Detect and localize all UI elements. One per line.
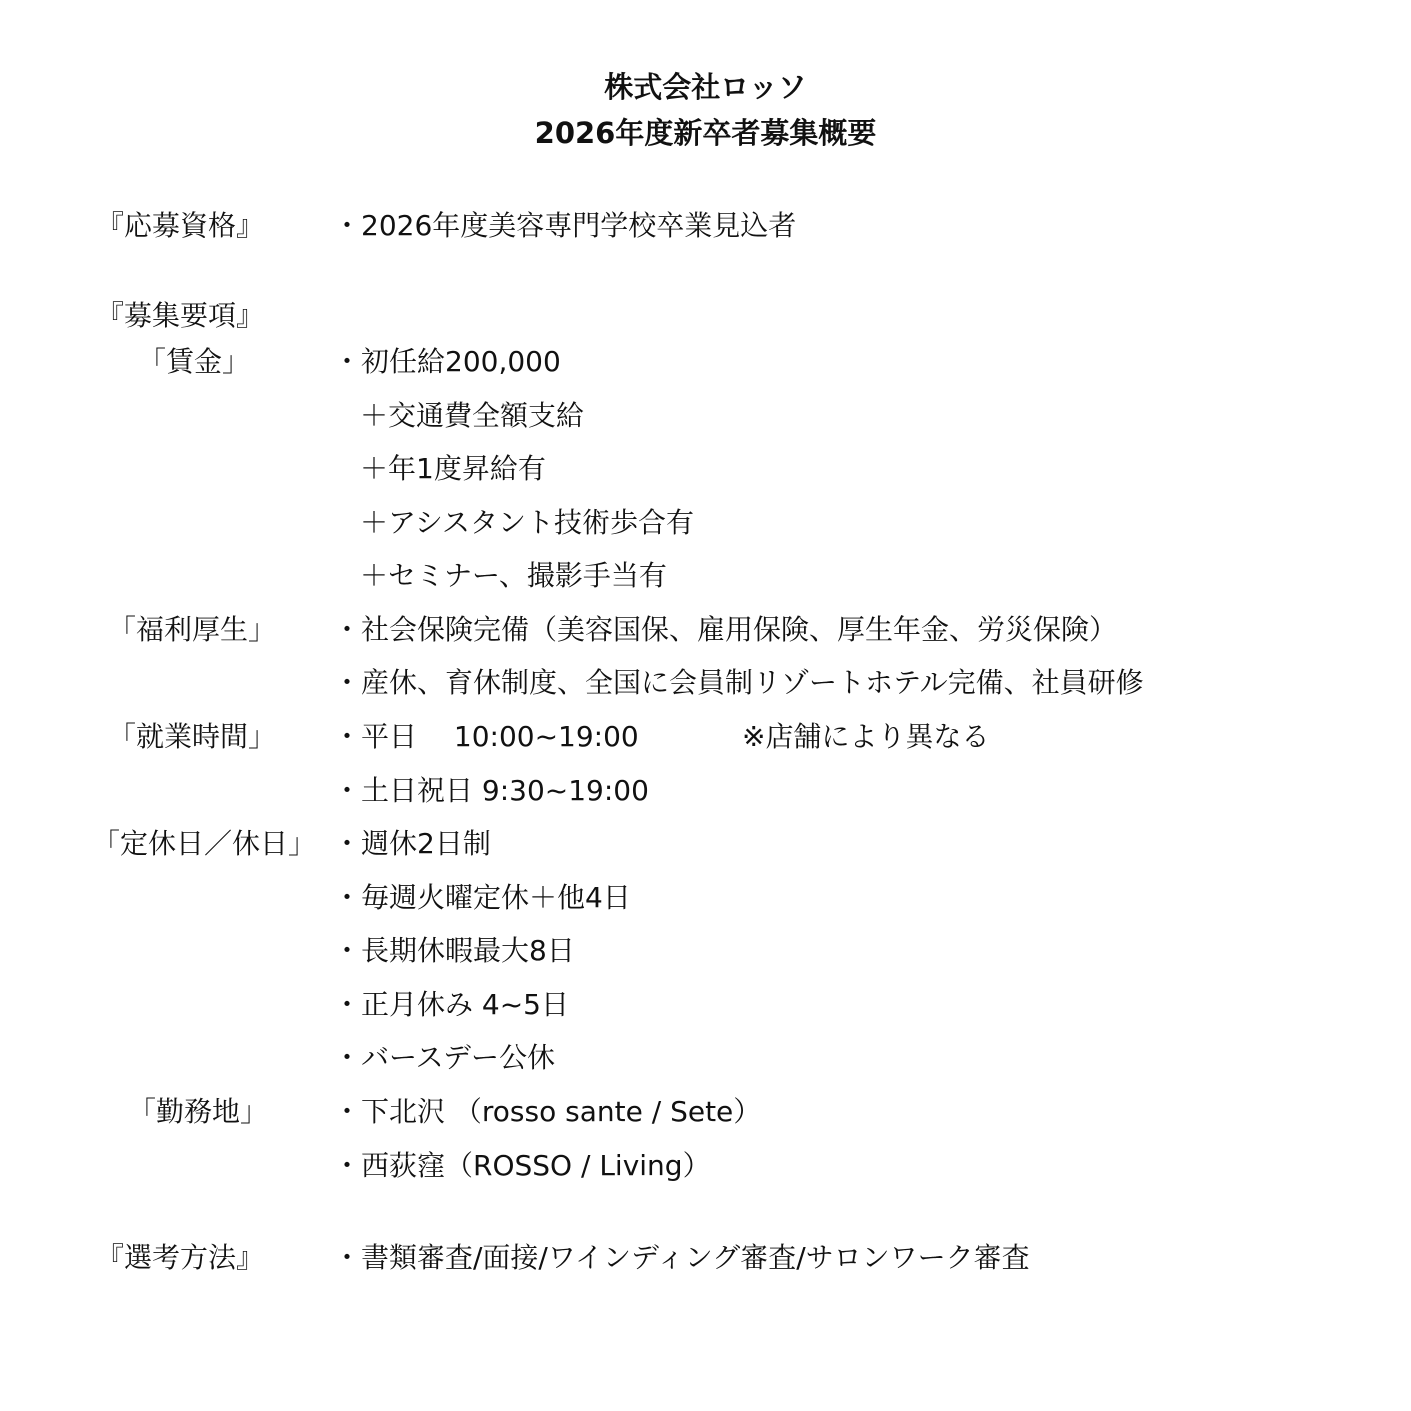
- hours-weekend: ・土日祝日 9:30~19:00: [333, 774, 649, 807]
- holidays-item: ・正月休み 4~5日: [333, 988, 569, 1021]
- location-item: ・西荻窪（ROSSO / Living）: [333, 1149, 711, 1182]
- hours-weekday: ・平日 10:00~19:00: [333, 720, 639, 753]
- welfare-label: 「福利厚生」: [108, 613, 277, 646]
- qualification-value: ・2026年度美容専門学校卒業見込者: [333, 209, 797, 242]
- requirements-label: 『募集要項』: [96, 299, 265, 332]
- company-name: 株式会社ロッソ: [604, 70, 807, 104]
- holidays-item: ・週休2日制: [333, 827, 491, 860]
- selection-value: ・書類審査/面接/ワインディング審査/サロンワーク審査: [333, 1241, 1030, 1274]
- wage-item: ・初任給200,000: [333, 345, 561, 378]
- qualification-label: 『応募資格』: [96, 209, 265, 242]
- location-label: 「勤務地」: [128, 1095, 269, 1128]
- hours-note: ※店舗により異なる: [742, 720, 990, 753]
- hours-label: 「就業時間」: [108, 720, 277, 753]
- wage-label: 「賃金」: [138, 345, 251, 378]
- wage-item: ＋アシスタント技術歩合有: [360, 506, 695, 539]
- holidays-label: 「定休日／休日」: [92, 827, 317, 860]
- wage-item: ＋年1度昇給有: [360, 452, 546, 485]
- holidays-item: ・長期休暇最大8日: [333, 934, 575, 967]
- document-title: [0, 64, 1411, 156]
- wage-item: ＋セミナー、撮影手当有: [360, 559, 667, 592]
- recruitment-subtitle: 2026年度新卒者募集概要: [534, 116, 877, 150]
- location-item: ・下北沢 （rosso sante / Sete）: [333, 1095, 762, 1128]
- holidays-item: ・バースデー公休: [333, 1041, 556, 1074]
- holidays-item: ・毎週火曜定休＋他4日: [333, 881, 631, 914]
- welfare-item: ・社会保険完備（美容国保、雇用保険、厚生年金、労災保険）: [333, 613, 1118, 646]
- welfare-item: ・産休、育休制度、全国に会員制リゾートホテル完備、社員研修: [333, 666, 1144, 699]
- selection-label: 『選考方法』: [96, 1241, 265, 1274]
- wage-item: ＋交通費全額支給: [360, 399, 585, 432]
